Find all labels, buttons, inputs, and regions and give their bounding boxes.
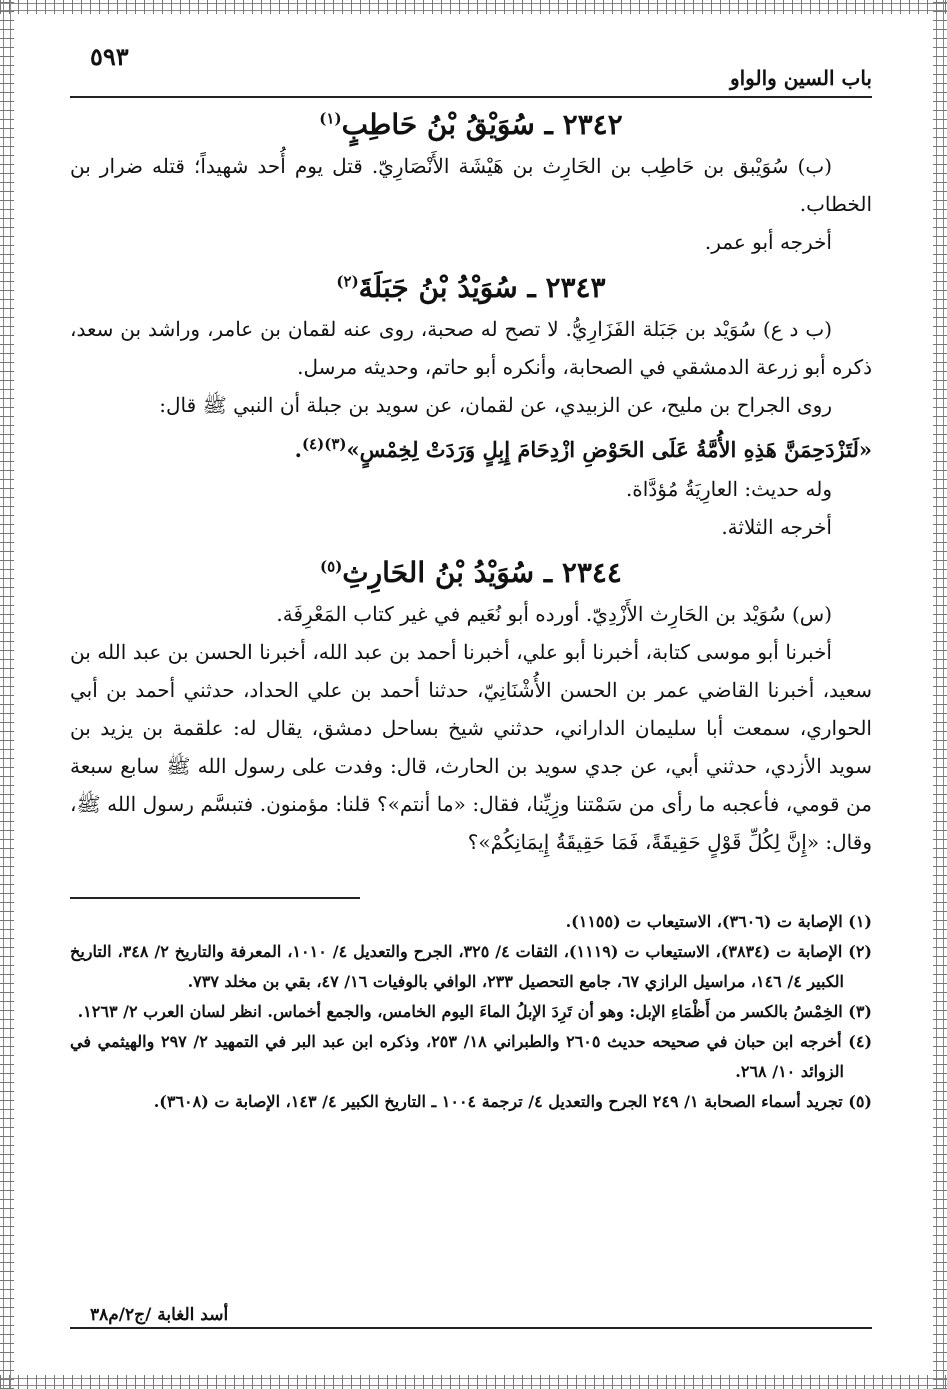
- entry-paragraph: روى الجراح بن مليح، عن الزبيدي، عن لقمان، عن سويد بن جبلة أن النبي ﷺ قال:: [159, 393, 832, 417]
- source-reference: أسد الغابة /ج٢/م٣٨: [90, 1305, 229, 1325]
- footnote-marker: (٣)(٤): [301, 435, 347, 453]
- entry-paragraph: أخرجه أبو عمر.: [704, 230, 832, 254]
- decorative-border-left: [0, 0, 14, 1389]
- footnote: (٤) أخرجه ابن حبان في صحيحه حديث ٢٦٠٥ والطبراني ١٨/ ٢٥٣، وذكره ابن عبد البر في التمهيد ٢/ ٢٩٧ والهيثمي في الزوائد ١٠/ ٢٦٨.: [70, 1032, 873, 1081]
- footnote: (٢) الإصابة ت (٣٨٣٤)، الاستيعاب ت (١١١٩)، الثقات ٤/ ٣٢٥، الجرح والتعديل ٤/ ١٠١٠، المعرفة والتاريخ ٢/ ٣٤٨، التاريخ الكبير ٤/ ١٤٦، مراسيل الرازي ٦٧، جامع التحصيل ٢٣٣، الوافي بالوفيات ١٦/ ٤٧، بقي بن مخلد ٧٣٧.: [70, 942, 872, 991]
- footnote-marker: (٢): [336, 272, 359, 291]
- entry-paragraph: (س) سُوَيْد بن الحَارِث الأَزْدِيّ. أورده أبو نُعَيم في غير كتاب المَعْرِفَة.: [276, 602, 832, 626]
- running-title: باب السين والواو: [729, 66, 872, 90]
- footnote-marker: (١): [319, 109, 342, 128]
- footer-rule: [70, 1327, 872, 1329]
- entry-paragraph: (ب) سُوَيْبق بن حَاطِب بن الحَارِث بن هَيْشَة الأَنْصَارِيّ. قتل يوم أُحد شهيداً؛ قتله ضرار بن الخطاب.: [70, 154, 872, 216]
- entry-heading-text: ٢٣٤٣ ـ سُوَيْدُ بْنُ جَبَلَةَ: [358, 271, 606, 304]
- book-page: [70, 38, 872, 1359]
- entry-paragraph: أخبرنا أبو موسى كتابة، أخبرنا أبو علي، أخبرنا أحمد بن عبد الله، أخبرنا الحسن بن عبد الله بن سعيد، أخبرنا القاضي عمر بن الحسن الأُشْنَانِيّ، حدثنا أحمد بن علي الحداد، حدثني أحمد بن أبي الحواري، سمعت أبا سليمان الداراني، حدثني شيخ بساحل دمشق، يقال له: علقمة بن يزيد بن سويد الأزدي، حدثني أبي، عن جدي سويد بن الحارث، قال: وفدت على رسول الله ﷺ سابع سبعة من قومي، فأعجبه ما رأى من سَمْتنا وزِيِّنا، فقال: «ما أنتم»؟ قلنا: مؤمنون. فتبسَّم رسول الله ﷺ، وقال: «إِنَّ لِكُلِّ قَوْلٍ حَقِيقَةً، فَمَا حَقِيقَةُ إِيمَانِكُمْ»؟: [70, 640, 872, 854]
- footnote: (٣) الخِمْسُ بالكسر من أَظْمَاءِ الإبل: وهو أن تَرِدَ الإبلُ الماءَ اليوم الخامس، والجمع أخماس. انظر لسان العرب ٢/ ١٢٦٣.: [77, 1002, 872, 1021]
- decorative-border-top: [0, 0, 947, 14]
- decorative-border-right: [933, 0, 947, 1389]
- entry-heading-text: ٢٣٤٢ ـ سُوَيْقُ بْنُ حَاطِبٍ: [341, 108, 623, 141]
- hadith-text: «لَتَزْدَحِمَنَّ هَذِهِ الأُمَّةُ عَلَى الحَوْضِ ازْدِحَامَ إِبِلٍ وَرَدَتْ لِخِمْسٍ»$^{(٣)(٤)}$.: [294, 435, 872, 462]
- footnote: (١) الإصابة ت (٣٦٠٦)، الاستيعاب ت (١١٥٥).: [565, 912, 872, 931]
- page-number: ٥٩٣: [90, 42, 129, 71]
- entry-heading-text: ٢٣٤٤ ـ سُوَيْدُ بْنُ الحَارِثِ: [342, 556, 622, 589]
- footnote: (٥) تجريد أسماء الصحابة ١/ ٢٤٩ الجرح والتعديل ٤/ ترجمة ١٠٠٤ ـ التاريخ الكبير ٤/ ١٤٣، الإصابة ت (٣٦٠٨).: [153, 1092, 872, 1111]
- entry-heading: [70, 556, 872, 589]
- entry-paragraph: أخرجه الثلاثة.: [721, 515, 832, 539]
- footnote-marker: (٥): [320, 557, 343, 576]
- decorative-border-bottom: [0, 1375, 947, 1389]
- entry-heading: [70, 271, 872, 304]
- footnote-separator: [70, 897, 360, 899]
- entry-paragraph: (ب د ع) سُوَيْد بن جَبَلة الفَزَارِيُّ. لا تصح له صحبة، روى عنه لقمان بن عامر، وراشد بن سعد، ذكره أبو زرعة الدمشقي في الصحابة، وأنكره أبو حاتم، وحديثه مرسل.: [70, 317, 872, 379]
- hadith-quote: «لَتَزْدَحِمَنَّ هَذِهِ الأُمَّةُ عَلَى الحَوْضِ ازْدِحَامَ إِبِلٍ وَرَدَتْ لِخِمْسٍ»: [346, 437, 872, 462]
- entry-heading: [70, 108, 872, 141]
- running-header: [70, 38, 872, 98]
- footnotes: [70, 907, 872, 1117]
- entry-paragraph: وله حديث: العارِيَةُ مُؤدَّاة.: [625, 477, 832, 501]
